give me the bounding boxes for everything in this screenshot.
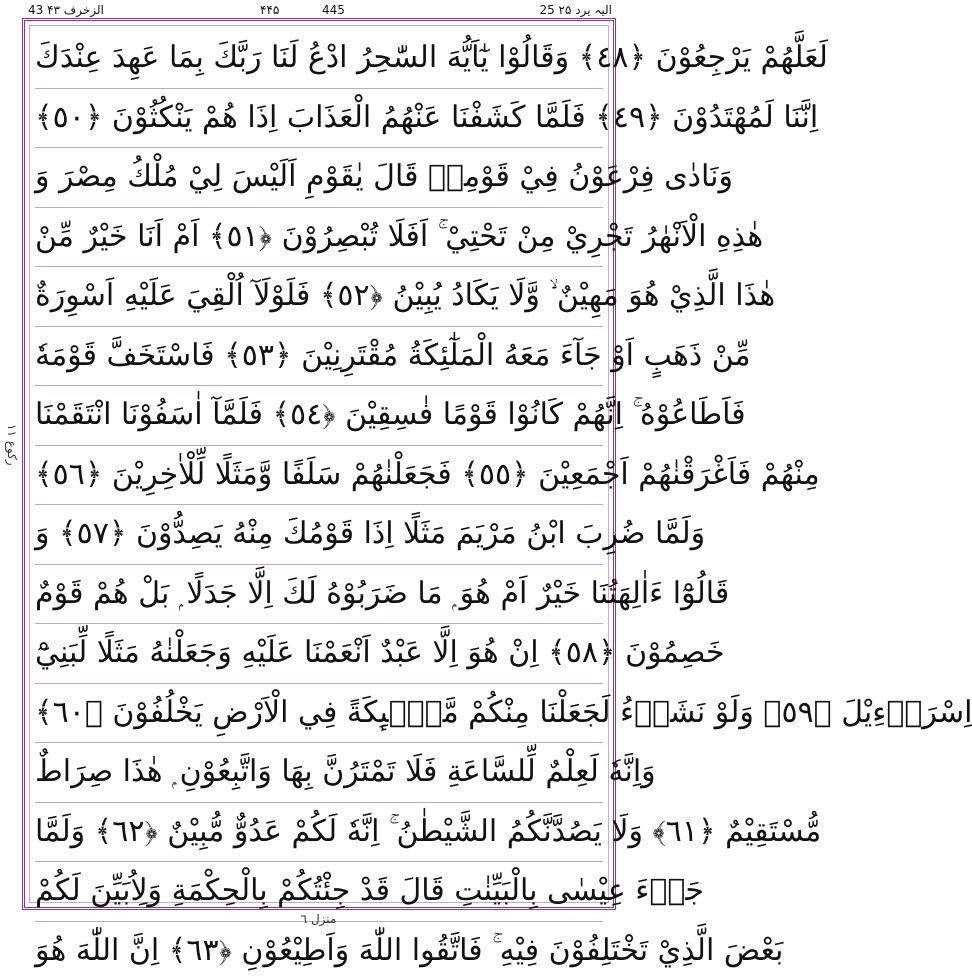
header-juz-name: 25 الیہ یرد ۲۵ xyxy=(539,3,612,17)
verse-line: اِسْرَاۗءِيْلَ ﴿٥٩﴾ وَلَوْ نَشَاۗءُ لَجَعَلْنَا مِنْكُمْ مَّلٰۗىِٕكَةً فِي الْاَرْضِ يَخْلُفُوْنَ ﴿٦٠﴾ xyxy=(35,684,603,744)
verse-line: وَنَادٰى فِرْعَوْنُ فِيْ قَوْمِهٖ قَالَ يٰقَوْمِ اَلَيْسَ لِيْ مُلْكُ مِصْرَ وَ xyxy=(35,148,603,208)
page-frame xyxy=(22,18,616,910)
verse-line: هٰذِهِ الْاَنْهٰرُ تَجْرِيْ مِنْ تَحْتِيْ ۚ اَفَلَا تُبْصِرُوْنَ ﴿٥١﴾ اَمْ اَنَا خَيْرٌ مِّنْ xyxy=(35,208,603,268)
header-page-number-arabic: ۴۴۵ xyxy=(260,3,279,17)
verse-line: مُّسْتَقِيْمٌ ﴿٦١﴾ وَلَا يَصُدَّنَّكُمُ الشَّيْطٰنُ ۚ اِنَّهٗ لَكُمْ عَدُوٌّ مُّبِيْنٌ ﴿٦٢﴾ وَلَمَّا xyxy=(35,803,603,863)
header-surah-name: 43 الزخرف ۴۳ xyxy=(28,3,104,17)
verse-line: وَاِنَّهٗ لَعِلْمٌ لِّلسَّاعَةِ فَلَا تَمْتَرُنَّ بِهَا وَاتَّبِعُوْنِ ۭ هٰذَا صِرَاطٌ xyxy=(35,743,603,803)
verse-line: هٰذَا الَّذِيْ هُوَ مَهِيْنٌ ۙ وَّلَا يَكَادُ يُبِيْنُ ﴿٥٢﴾ فَلَوْلَآ اُلْقِيَ عَلَيْهِ اَسْوِرَةٌ xyxy=(35,267,603,327)
ruku-marker: رکوع ۱۱ xyxy=(1,410,19,480)
verse-line: وَلَمَّا ضُرِبَ ابْنُ مَرْيَمَ مَثَلًا اِذَا قَوْمُكَ مِنْهُ يَصِدُّوْنَ ﴿٥٧﴾ وَ xyxy=(35,505,603,565)
verse-line: اِنَّنَا لَمُهْتَدُوْنَ ﴿٤٩﴾ فَلَمَّا كَشَفْنَا عَنْهُمُ الْعَذَابَ اِذَا هُمْ يَنْكُثُوْنَ ﴿٥٠﴾ xyxy=(35,89,603,149)
verse-line: مِنْهُمْ فَاَغْرَقْنٰهُمْ اَجْمَعِيْنَ ﴿٥٥﴾ فَجَعَلْنٰهُمْ سَلَفًا وَّمَثَلًا لِّلْاٰخِرِيْنَ ﴿٥٦﴾ xyxy=(35,446,603,506)
verse-line: مِّنْ ذَهَبٍ اَوْ جَآءَ مَعَهُ الْمَلٰٓئِكَةُ مُقْتَرِنِيْنَ ﴿٥٣﴾ فَاسْتَخَفَّ قَوْمَهٗ xyxy=(35,327,603,387)
verse-lines xyxy=(35,29,603,899)
page-footer-manzil: منزل ٦ xyxy=(0,912,637,926)
verse-line: فَاَطَاعُوْهُ ۚ اِنَّهُمْ كَانُوْا قَوْمًا فٰسِقِيْنَ ﴿٥٤﴾ فَلَمَّآ اٰسَفُوْنَا انْتَقَمْنَا xyxy=(35,386,603,446)
verse-line: جَاۗءَ عِيْسٰى بِالْبَيِّنٰتِ قَالَ قَدْ جِئْتُكُمْ بِالْحِكْمَةِ وَلِاُبَيِّنَ لَكُمْ xyxy=(35,862,603,922)
verse-line: لَعَلَّهُمْ يَرْجِعُوْنَ ﴿٤٨﴾ وَقَالُوْا يٰٓاَيُّهَ السّٰحِرُ ادْعُ لَنَا رَبَّكَ بِمَا عَهِدَ عِنْدَكَ xyxy=(35,29,603,89)
verse-line: بَعْضَ الَّذِيْ تَخْتَلِفُوْنَ فِيْهِ ۚ فَاتَّقُوا اللّٰهَ وَاَطِيْعُوْنِ ﴿٦٣﴾ اِنَّ اللّٰهَ هُوَ xyxy=(35,922,603,980)
verse-line: قَالُوْٓا ءَاٰلِهَتُنَا خَيْرٌ اَمْ هُوَ ۭ مَا ضَرَبُوْهُ لَكَ اِلَّا جَدَلًا ۭ بَلْ هُمْ قَوْمٌ xyxy=(35,565,603,625)
verse-line: خَصِمُوْنَ ﴿٥٨﴾ اِنْ هُوَ اِلَّا عَبْدٌ اَنْعَمْنَا عَلَيْهِ وَجَعَلْنٰهُ مَثَلًا لِّبَنِيْٓ xyxy=(35,624,603,684)
header-page-number: 445 xyxy=(322,3,345,17)
